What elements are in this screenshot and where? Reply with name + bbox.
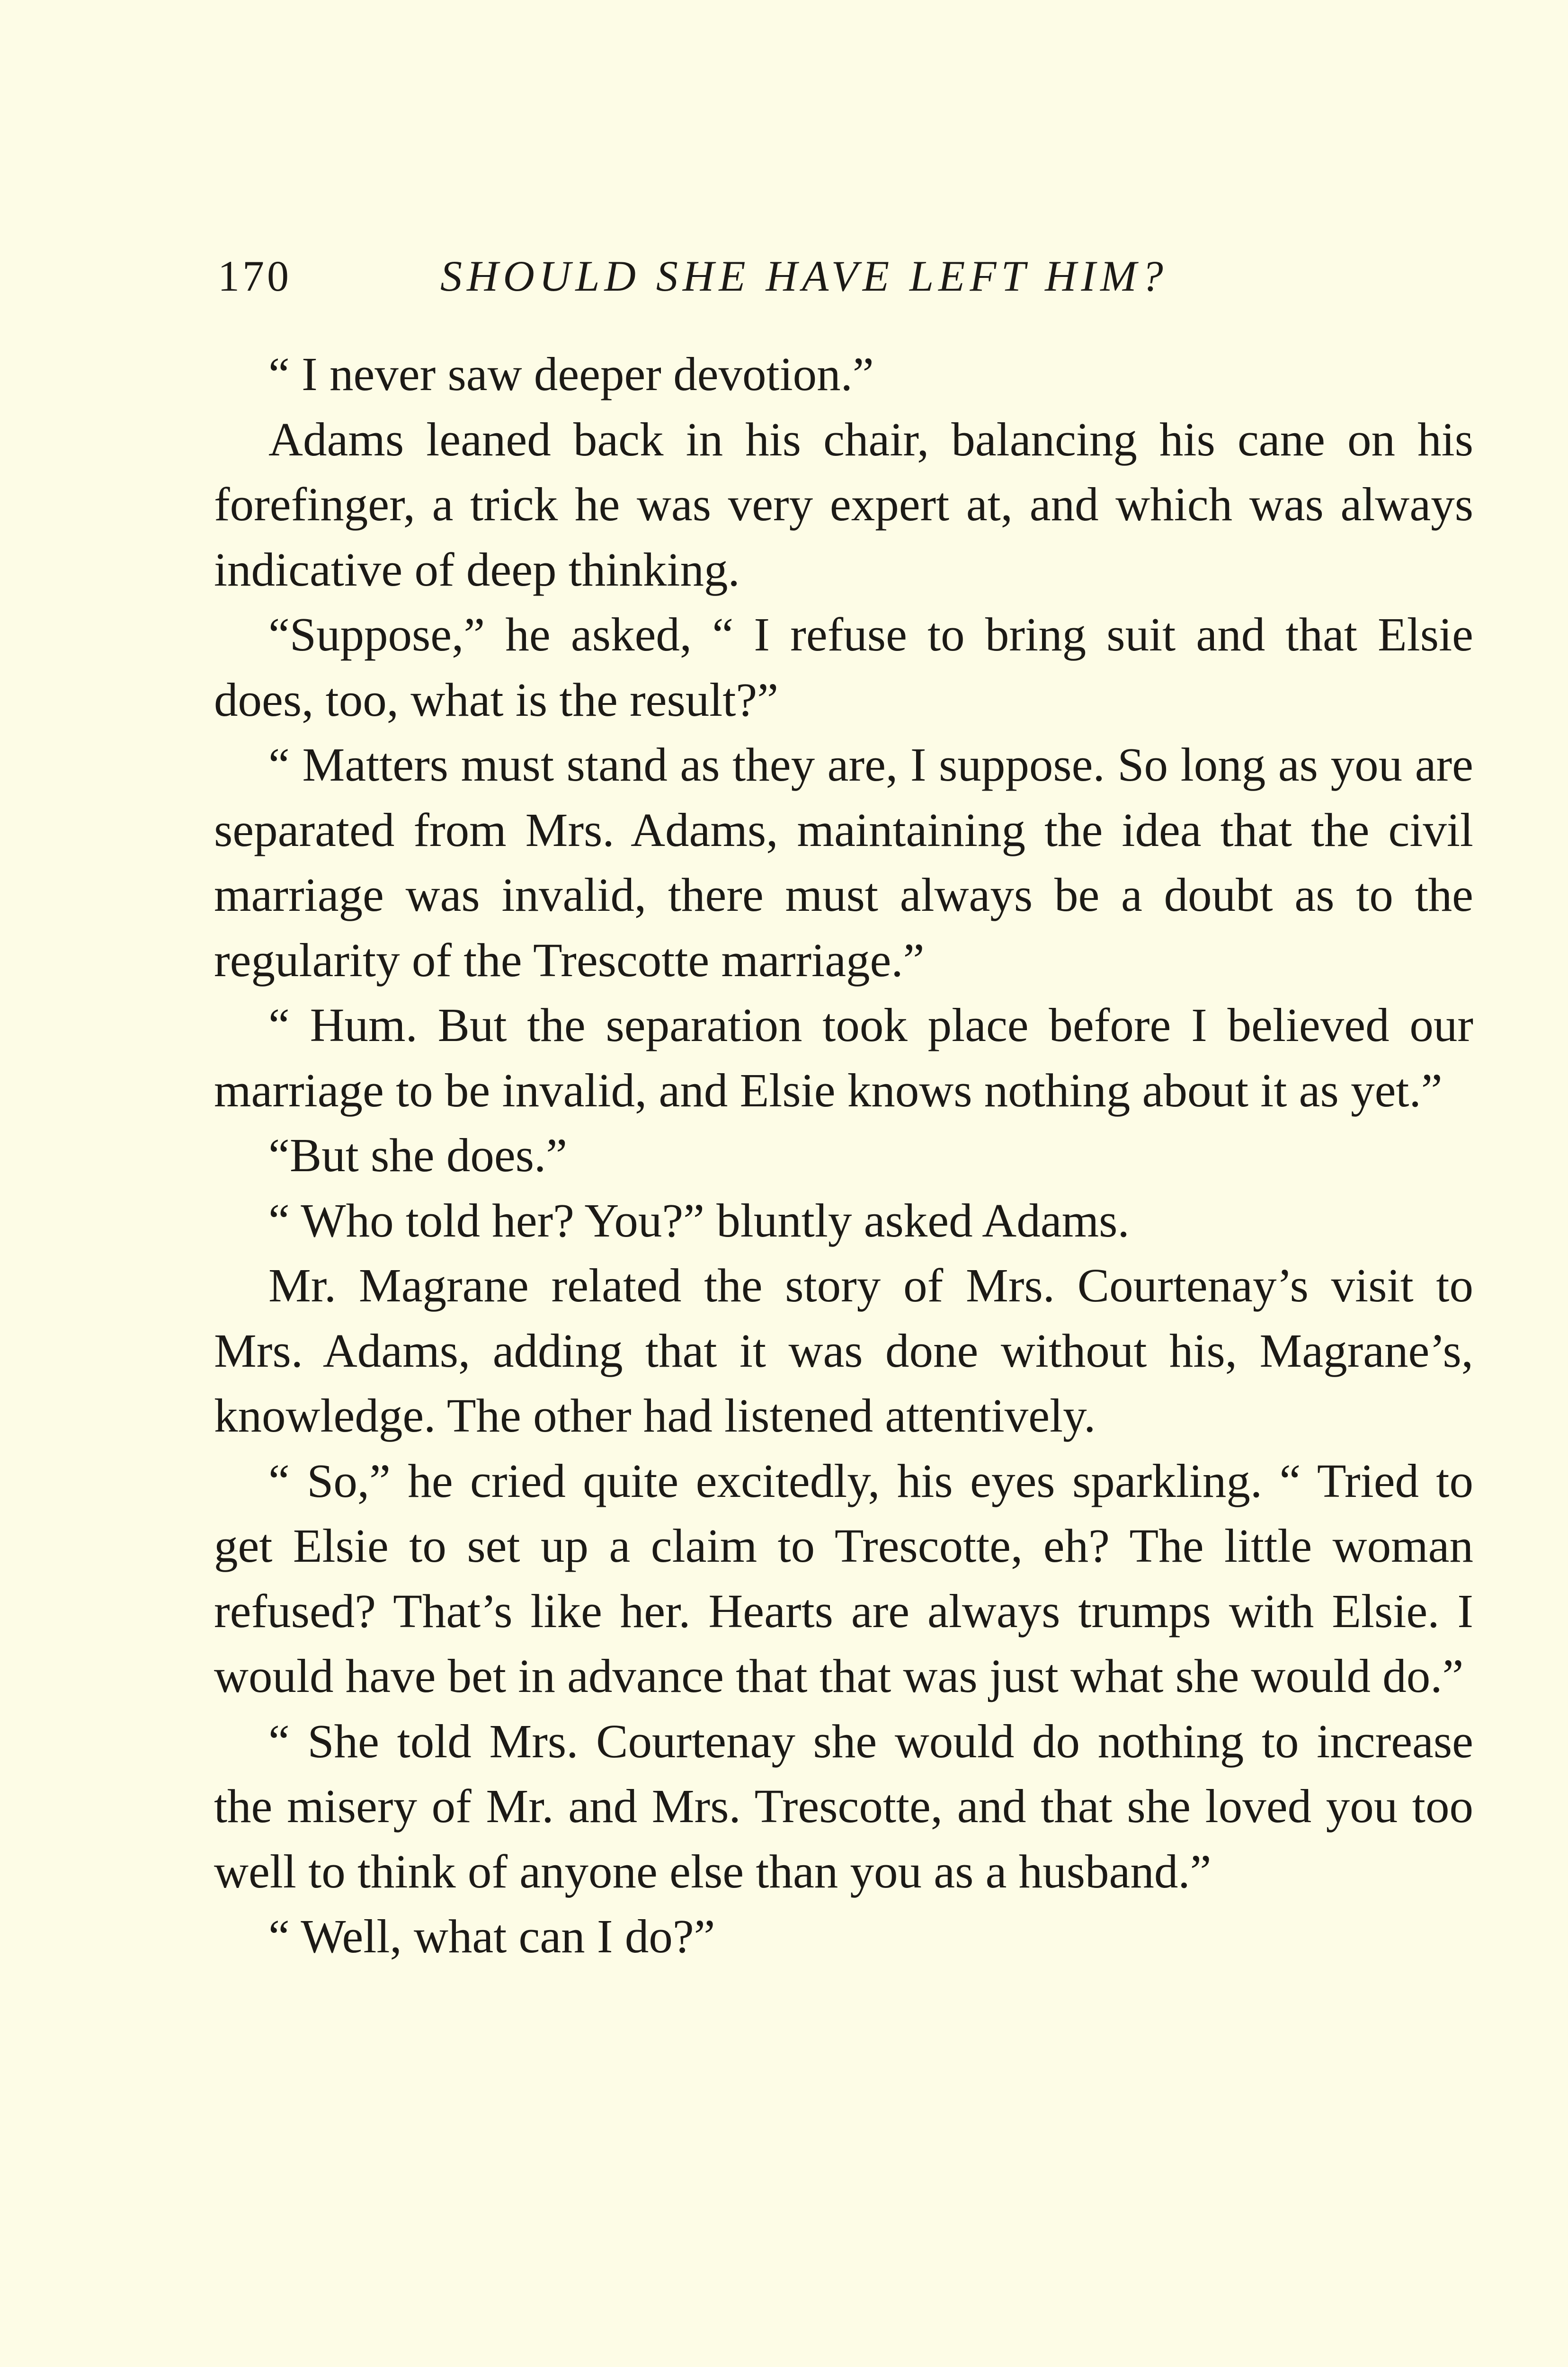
body-text xyxy=(214,342,1473,1969)
page-header xyxy=(213,246,1472,312)
paragraph: “ Hum. But the separation took place before I believed our marriage to be invalid, and Elsie knows nothing about it as yet.” xyxy=(214,998,1473,1117)
paragraph: “ So,” he cried quite excitedly, his eyes sparkling. “ Tried to get Elsie to set up a claim to Trescotte, eh? The little woman refused? That’s like her. Hearts are always trumps with Elsie. I would have bet in advance that that was just what she would do.” xyxy=(214,1454,1473,1702)
paragraph: “ She told Mrs. Courtenay she would do nothing to increase the misery of Mr. and Mrs. Trescotte, and that she loved you too well to think of anyone else than you as a husband.” xyxy=(214,1714,1473,1898)
running-title: SHOULD SHE HAVE LEFT HIM? xyxy=(440,252,1168,300)
paragraph: “ Who told her? You?” bluntly asked Adams. xyxy=(268,1193,1130,1247)
paragraph: “ I never saw deeper devotion.” xyxy=(268,347,874,400)
paragraph: Adams leaned back in his chair, balancing his cane on his forefinger, a trick he was very expert at, and which was always indicative of deep thinking. xyxy=(214,412,1473,596)
paragraph: “Suppose,” he asked, “ I refuse to bring suit and that Elsie does, too, what is the result?” xyxy=(214,608,1473,726)
paragraph: “ Well, what can I do?” xyxy=(268,1910,715,1963)
paragraph: Mr. Magrane related the story of Mrs. Courtenay’s visit to Mrs. Adams, adding that it was done without his, Magrane’s, knowledge. The other had listened attentively. xyxy=(214,1259,1473,1442)
paragraph: “ Matters must stand as they are, I suppose. So long as you are separated from Mrs. Adams, maintaining the idea that the civil marriage was invalid, there must always be a doubt as to the regularity of the Trescotte marriage.” xyxy=(214,738,1473,987)
page-number: 170 xyxy=(218,252,292,300)
paragraph: “But she does.” xyxy=(268,1129,568,1182)
